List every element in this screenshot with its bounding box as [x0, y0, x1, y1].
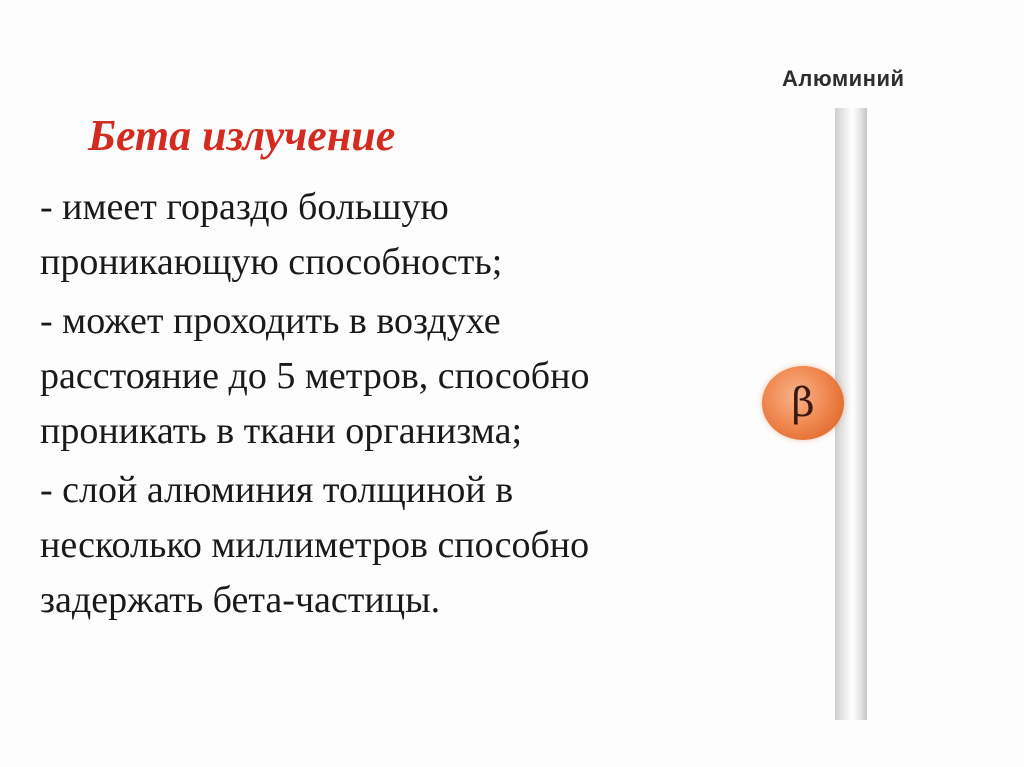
slide-title: Бета излучение — [88, 111, 396, 160]
bullet-item — [40, 294, 760, 459]
beta-symbol: β — [791, 380, 815, 426]
bullet-line: - слой алюминия толщиной в — [40, 469, 514, 511]
bullet-list — [40, 180, 760, 632]
bullet-line: расстояние до 5 метров, способно — [40, 355, 590, 397]
bullet-line: - может проходить в воздухе — [40, 300, 501, 342]
aluminum-label: Алюминий — [782, 66, 905, 91]
bullet-line: несколько миллиметров способно — [40, 524, 590, 566]
bullet-line: проникать в ткани организма; — [40, 410, 522, 452]
bullet-line: - имеет гораздо большую — [40, 186, 449, 228]
bullet-line: проникающую способность; — [40, 241, 503, 283]
bullet-item — [40, 463, 760, 628]
bullet-line: задержать бета-частицы. — [40, 579, 441, 621]
bullet-item — [40, 180, 760, 290]
beta-particle-icon — [762, 366, 844, 440]
